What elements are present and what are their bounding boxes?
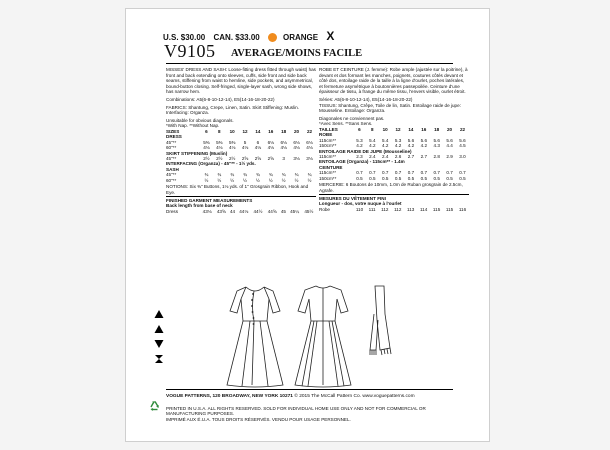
finished-heading-fr: MESURES DU VÊTEMENT FINI — [319, 195, 386, 201]
website: www.voguepatterns.com — [362, 394, 415, 399]
triangle-up-icon — [154, 309, 164, 319]
nap-note-en: *With Nap. **Without Nap. — [166, 123, 220, 129]
unsuitable-fr: Diagonales ne conviennent pas. — [319, 115, 385, 121]
difficulty-level: AVERAGE/MOINS FACILE — [231, 48, 363, 59]
color-mark: X — [326, 29, 335, 43]
table-row: 60"** 4⅛ 4⅛ 4⅛ 4⅛ 4⅛ 4⅛ 4⅛ 4⅛ 4⅛ — [166, 145, 313, 151]
triangle-up-icon — [154, 324, 164, 334]
combinations-fr: Séries: A5(6-8-10-12-14), E5(14-16-18-20-22) — [319, 96, 413, 102]
recycle-icon — [149, 400, 161, 412]
printed-notice: PRINTED IN U.S.A. ALL RIGHTS RESERVED. SOLD FOR INDIVIDUAL HOME USE ONLY AND NOT FOR COMMERCIAL OR MANUFACTURING PURPOSES. — [166, 405, 426, 416]
yardage-table-en — [166, 129, 316, 183]
finished-heading-en: FINISHED GARMENT MEASUREMENTS — [166, 197, 253, 203]
publisher-address: VOGUE PATTERNS, 120 BROADWAY, NEW YORK 10271 — [166, 394, 293, 399]
table-row: 150cm** 4.2 4.2 4.2 4.2 4.2 4.2 4.3 4.4 4.5 — [319, 143, 466, 149]
table-row: 115cm** 2.3 2.4 2.4 2.6 2.7 2.7 2.8 2.9 3.0 — [319, 153, 466, 159]
sizes-row: TAILLES 6 8 10 12 14 16 18 20 22 — [319, 126, 466, 132]
french-column — [319, 67, 469, 212]
ceinture-heading: CEINTURE — [319, 164, 343, 170]
divider — [319, 194, 469, 195]
table-row: Robe 110 111 112 112 113 114 115 115 116 — [319, 206, 467, 212]
skirt-heading: SKIRT STIFFENING (Muslin) — [166, 150, 228, 156]
dress-back-drawing — [292, 281, 354, 389]
sash-heading: SASH — [166, 166, 179, 172]
back-length-en: Back length from base of neck — [166, 203, 233, 209]
pattern-number: V9105 — [164, 41, 216, 61]
table-row: Dress 43⅛ 43⅝ 44 44⅛ 44½ 44⅝ 45 45¼ 45½ — [166, 208, 314, 214]
sash-drawing — [366, 284, 394, 356]
nap-note-fr: *Avec Sens. **Sans Sens. — [319, 121, 373, 127]
notions-fr: MERCERIE: 6 Boutons de 10mm, 1.0m de Ruban grosgrain de 2.5cm, Agrafe. — [319, 182, 463, 193]
description-en: MISSES' DRESS AND SASH: Loose-fitting dress fitted through waist) has front and back extending onto sleeves, cuffs, side front and side back seams, stiffening from waist to hemline, side pockets, and asymmetrical, bound-button closing. Self-fringed, single-layer sash, wrong side shows, has narrow hem. — [166, 67, 316, 95]
printed-notice-fr: IMPRIMÉ AUX É.U.A. TOUS DROITS RÉSERVÉS. VENDU POUR USAGE PERSONNEL. — [166, 416, 351, 422]
color-code: ORANGE — [282, 33, 319, 42]
entoilage-jupe-heading: ENTOILAGE RAIDE DE JUPE (Mousseline) — [319, 148, 412, 154]
divider — [166, 196, 316, 197]
interfacing-line: INTERFACING (Organza) - 45"** - 1½ yds. — [166, 161, 256, 167]
table-row: 45"** 2½ 2½ 2½ 2⅝ 2⅝ 2⅝ 3 3⅛ 3⅛ — [166, 155, 313, 161]
table-row: 45"** ¾ ¾ ¾ ¾ ¾ ¾ ¾ ¾ ¾ — [166, 172, 312, 178]
table-row: 115cm** 0.7 0.7 0.7 0.7 0.7 0.7 0.7 0.7 0.7 — [319, 170, 466, 176]
hourglass-icon — [154, 354, 164, 364]
sizes-row: SIZES 6 8 10 12 14 16 18 20 22 — [166, 128, 313, 134]
finished-table-fr — [319, 207, 469, 212]
pattern-envelope-back — [125, 8, 490, 442]
copyright: © 2015 The McCall Pattern Co. — [294, 394, 361, 399]
top-divider — [166, 63, 453, 64]
entoilage-line: ENTOILAGE (Organza) - 115cm** - 1.4m — [319, 159, 405, 165]
table-row: 150cm** 0.5 0.5 0.5 0.5 0.5 0.5 0.5 0.5 0.5 — [319, 175, 466, 181]
back-length-fr: Longueur - dos, votre nuque à l'ourlet — [319, 201, 402, 207]
unsuitable-en: Unsuitable for obvious diagonals. — [166, 117, 234, 123]
fabrics-fr: TISSUS: Shantung, Crêpe, Toile de lin, Satin. Entoilage raide de jupe: Mousseline. Entoilage: Organza. — [319, 102, 461, 114]
orange-dot-icon — [268, 33, 277, 42]
dress-heading: DRESS — [166, 134, 182, 140]
finished-table-en — [166, 209, 316, 214]
triangle-down-icon — [154, 339, 164, 349]
table-row: 45"** 5⅜ 5⅜ 5⅜ 5 6 6⅛ 6⅛ 6⅛ 6⅛ — [166, 139, 313, 145]
english-column — [166, 67, 316, 214]
notions-en: NOTIONS: Six ⅜" Buttons, 1⅛ yds. of 1" Grosgrain Ribbon, Hook and Eye. — [166, 184, 309, 195]
footer — [166, 394, 466, 422]
fabrics-en: FABRICS: Shantung, Crepe, Linen, Satin. Skirt Stiffening: Muslin. Interfacing: Organza. — [166, 104, 299, 116]
combinations-en: Combinations: A5(6-8-10-12-14), E5(14-16-18-20-22) — [166, 96, 275, 102]
robe-heading: ROBE — [319, 132, 333, 138]
description-fr: ROBE ET CEINTURE (J. femme): Robe ample (ajustée sur la poitrine), à devant et dos formant les manches, poignets, coutures côtés devant et côté dos, entoilage raide de la taille à la ligne d'ourlet, poches latérales, et fermeture asymétrique à boutonnières passepoilée. Ceinture d'une épaisseur de tissu, à frange du même tissu, l'envers visible, ourlet étroit. — [319, 67, 468, 95]
price-us: U.S. $30.00 — [163, 33, 206, 42]
footer-address-line — [166, 394, 466, 400]
table-row: 115cm** 5.3 5.4 5.4 5.3 5.6 5.6 5.6 5.6 5.6 — [319, 137, 466, 143]
dress-front-drawing — [224, 281, 286, 389]
price-can: CAN. $33.00 — [213, 33, 260, 42]
yardage-table-fr — [319, 127, 469, 181]
footer-divider — [166, 389, 453, 390]
table-row: 60"** ½ ½ ½ ½ ½ ½ ½ ½ ½ — [166, 177, 312, 183]
